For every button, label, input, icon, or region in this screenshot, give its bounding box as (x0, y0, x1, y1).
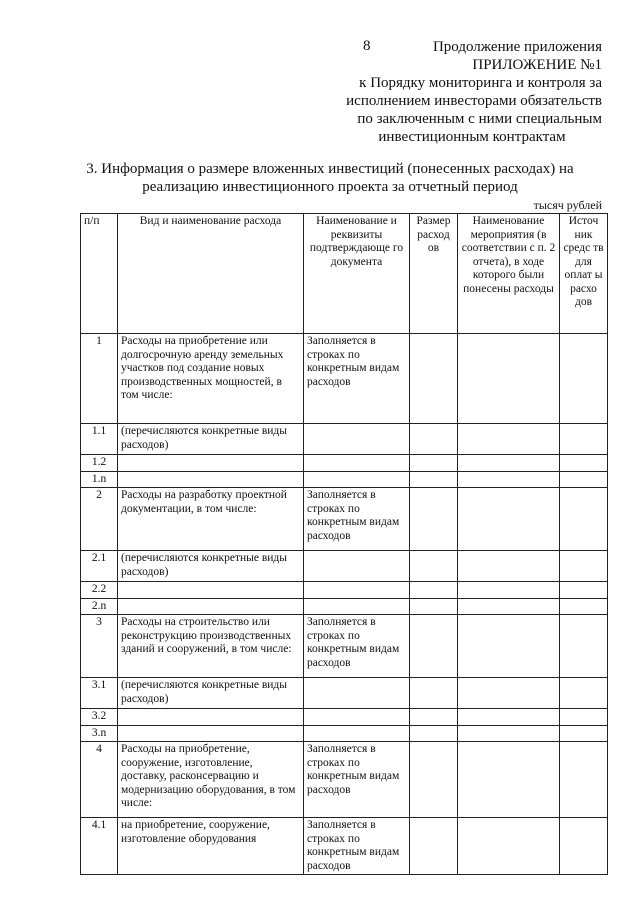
table-header-row (81, 214, 608, 334)
section-title (60, 160, 600, 196)
row-amount (410, 471, 458, 488)
row-expense-name (118, 582, 304, 599)
row-number: 3 (81, 615, 118, 678)
row-source (560, 725, 608, 742)
row-source (560, 471, 608, 488)
row-document: Заполняется в строках по конкретным видам расходов (304, 488, 410, 551)
row-document: Заполняется в строках по конкретным видам расходов (304, 334, 410, 424)
row-amount (410, 424, 458, 455)
page-number: 8 (363, 38, 371, 54)
row-source (560, 742, 608, 818)
section-title-line-2: реализацию инвестиционного проекта за отчетный период (142, 179, 518, 195)
row-document: Заполняется в строках по конкретным видам расходов (304, 742, 410, 818)
row-activity (458, 424, 560, 455)
table-row (81, 678, 608, 709)
column-header-source: Источ ник средс тв для оплат ы расхо дов (560, 214, 608, 334)
table-row (81, 471, 608, 488)
table-row (81, 488, 608, 551)
row-activity (458, 725, 560, 742)
row-activity (458, 334, 560, 424)
table-row (81, 725, 608, 742)
row-amount (410, 334, 458, 424)
row-source (560, 582, 608, 599)
row-number: 1.2 (81, 455, 118, 472)
row-document (304, 455, 410, 472)
row-source (560, 678, 608, 709)
row-expense-name: (перечисляются конкретные виды расходов) (118, 678, 304, 709)
continuation-label: Продолжение приложения (432, 39, 602, 55)
row-source (560, 424, 608, 455)
row-activity (458, 709, 560, 726)
row-expense-name: Расходы на приобретение, сооружение, изготовление, доставку, расконсервацию и модернизацию оборудования, в том числе: (118, 742, 304, 818)
row-number: 3.n (81, 725, 118, 742)
row-activity (458, 471, 560, 488)
row-expense-name (118, 471, 304, 488)
appendix-ref-line-3: по заключенным с ними специальным (357, 111, 602, 127)
table-row (81, 598, 608, 615)
row-number: 3.2 (81, 709, 118, 726)
table-row (81, 455, 608, 472)
row-source (560, 615, 608, 678)
row-amount (410, 709, 458, 726)
row-expense-name: на приобретение, сооружение, изготовление оборудования (118, 818, 304, 875)
row-document (304, 551, 410, 582)
row-number: 2 (81, 488, 118, 551)
row-amount (410, 598, 458, 615)
row-amount (410, 582, 458, 599)
row-number: 1.1 (81, 424, 118, 455)
row-number: 3.1 (81, 678, 118, 709)
row-number: 2.2 (81, 582, 118, 599)
table-row (81, 615, 608, 678)
row-activity (458, 582, 560, 599)
row-number: 2.1 (81, 551, 118, 582)
row-amount (410, 488, 458, 551)
row-activity (458, 742, 560, 818)
row-activity (458, 615, 560, 678)
row-document (304, 471, 410, 488)
row-source (560, 551, 608, 582)
row-amount (410, 678, 458, 709)
table-row (81, 551, 608, 582)
row-source (560, 488, 608, 551)
row-expense-name: Расходы на строительство или реконструкцию производственных зданий и сооружений, в том числе: (118, 615, 304, 678)
row-amount (410, 551, 458, 582)
row-document (304, 725, 410, 742)
table-row (81, 582, 608, 599)
row-activity (458, 551, 560, 582)
row-source (560, 818, 608, 875)
column-header-expense-name: Вид и наименование расхода (118, 214, 304, 334)
column-header-number: п/п (81, 214, 118, 334)
row-expense-name (118, 709, 304, 726)
row-amount (410, 818, 458, 875)
expenses-table (80, 213, 608, 875)
row-document: Заполняется в строках по конкретным видам расходов (304, 818, 410, 875)
row-document (304, 709, 410, 726)
row-amount (410, 615, 458, 678)
row-document (304, 678, 410, 709)
row-document (304, 598, 410, 615)
table-row (81, 742, 608, 818)
row-number: 1 (81, 334, 118, 424)
row-source (560, 709, 608, 726)
table-body (81, 334, 608, 875)
row-expense-name: (перечисляются конкретные виды расходов) (118, 551, 304, 582)
column-header-amount: Размер расход ов (410, 214, 458, 334)
row-source (560, 455, 608, 472)
row-source (560, 334, 608, 424)
row-activity (458, 818, 560, 875)
row-expense-name (118, 725, 304, 742)
table-row (81, 424, 608, 455)
row-document: Заполняется в строках по конкретным видам расходов (304, 615, 410, 678)
row-activity (458, 598, 560, 615)
row-activity (458, 455, 560, 472)
row-source (560, 598, 608, 615)
row-expense-name (118, 598, 304, 615)
appendix-label: ПРИЛОЖЕНИЕ №1 (472, 57, 602, 73)
units-label: тысяч рублей (533, 198, 602, 212)
row-expense-name: Расходы на приобретение или долгосрочную аренду земельных участков под создание новых производственных мощностей, в том числе: (118, 334, 304, 424)
row-activity (458, 488, 560, 551)
appendix-ref-line-4: инвестиционным контрактам (378, 129, 566, 145)
appendix-header (302, 38, 602, 146)
appendix-ref-line-1: к Порядку мониторинга и контроля за (359, 75, 602, 91)
column-header-activity: Наименование мероприятия (в соответствии с п. 2 отчета), в ходе которого были понесены расходы (458, 214, 560, 334)
row-number: 4 (81, 742, 118, 818)
row-amount (410, 455, 458, 472)
row-expense-name: (перечисляются конкретные виды расходов) (118, 424, 304, 455)
row-expense-name (118, 455, 304, 472)
row-expense-name: Расходы на разработку проектной документации, в том числе: (118, 488, 304, 551)
row-document (304, 582, 410, 599)
row-number: 1.n (81, 471, 118, 488)
row-amount (410, 742, 458, 818)
section-title-line-1: 3. Информация о размере вложенных инвестиций (понесенных расходах) на (86, 161, 574, 177)
row-amount (410, 725, 458, 742)
table-row (81, 709, 608, 726)
row-number: 4.1 (81, 818, 118, 875)
table-row (81, 818, 608, 875)
row-number: 2.n (81, 598, 118, 615)
column-header-document: Наименование и реквизиты подтверждающе го документа (304, 214, 410, 334)
table-row (81, 334, 608, 424)
row-document (304, 424, 410, 455)
appendix-ref-line-2: исполнением инвесторами обязательств (346, 93, 602, 109)
row-activity (458, 678, 560, 709)
